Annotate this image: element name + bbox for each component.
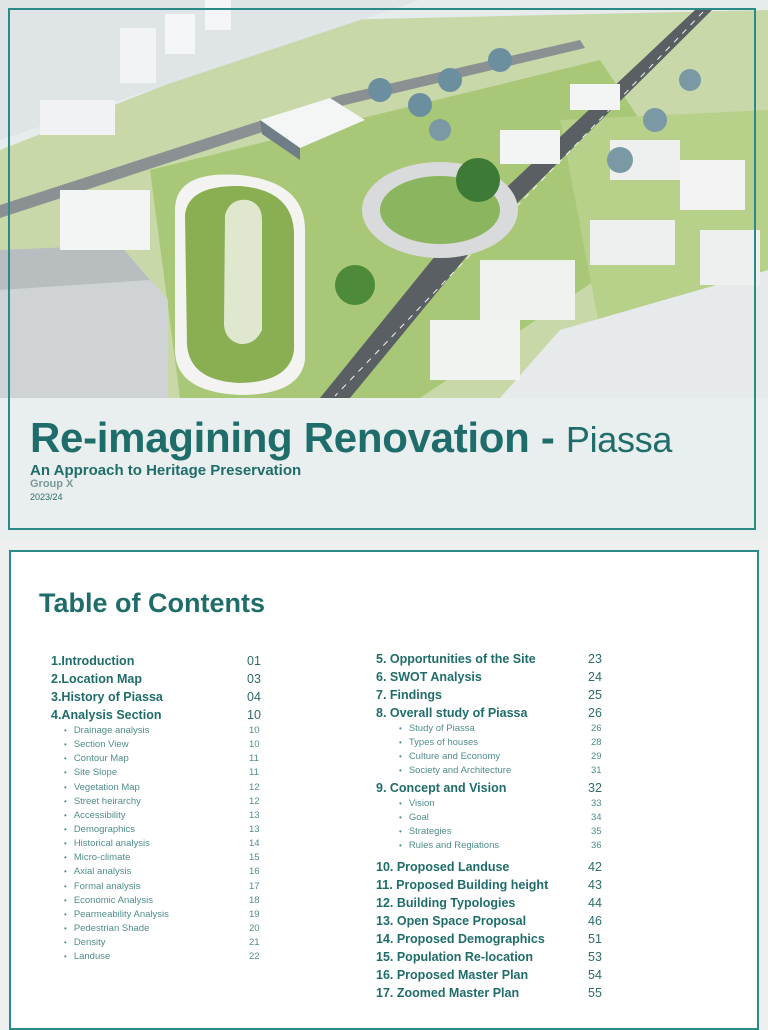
toc-entry-label: 4.Analysis Section — [51, 708, 162, 722]
toc-entry[interactable] — [376, 876, 606, 894]
toc-subentry[interactable] — [51, 823, 271, 837]
toc-subentry[interactable] — [51, 766, 271, 780]
toc-entry[interactable] — [376, 930, 606, 948]
cover-subtitle: An Approach to Heritage Preservation — [30, 462, 302, 479]
toc-entry[interactable] — [376, 650, 606, 668]
toc-subentry-label: • Culture and Economy — [399, 750, 500, 764]
toc-subentry[interactable] — [51, 894, 271, 908]
cover-year: 2023/24 — [30, 492, 63, 502]
toc-entry-label: 9. Concept and Vision — [376, 780, 507, 795]
toc-entry[interactable] — [376, 894, 606, 912]
toc-page-number: 29 — [591, 751, 602, 763]
toc-concept-sublist — [376, 797, 606, 854]
toc-left-main-list — [51, 652, 271, 724]
toc-page-number: 15 — [249, 852, 260, 864]
toc-study-sublist — [376, 722, 606, 779]
toc-subentry-label: • Types of houses — [399, 736, 478, 750]
toc-subentry-label: • Accessibility — [64, 809, 126, 823]
toc-entry-label: 17. Zoomed Master Plan — [376, 986, 520, 1001]
toc-entry-label: 7. Findings — [376, 688, 442, 702]
toc-page-number: 22 — [249, 951, 260, 963]
toc-page-number: 25 — [588, 688, 602, 702]
toc-subentry-label: • Axial analysis — [64, 865, 131, 879]
toc-page-number: 24 — [588, 670, 602, 684]
toc-entry[interactable] — [376, 779, 606, 797]
toc-subentry-label: • Goal — [399, 811, 429, 825]
toc-subentry-label: • Historical analysis — [64, 837, 150, 851]
toc-entry-label: 12. Building Typologies — [376, 896, 516, 911]
table-of-contents-page — [9, 550, 759, 1030]
toc-subentry[interactable] — [51, 880, 271, 894]
toc-page-number: 44 — [588, 896, 602, 911]
toc-subentry[interactable] — [51, 908, 271, 922]
toc-page-number: 53 — [588, 950, 602, 965]
toc-entry[interactable] — [51, 652, 271, 670]
toc-page-number: 03 — [247, 672, 261, 686]
toc-subentry[interactable] — [376, 811, 606, 825]
cover-title — [30, 414, 672, 462]
toc-entry-label: 8. Overall study of Piassa — [376, 706, 528, 720]
toc-subentry[interactable] — [51, 809, 271, 823]
toc-page-number: 23 — [588, 652, 602, 666]
toc-page-number: 17 — [249, 880, 260, 892]
toc-left-column — [51, 652, 271, 964]
toc-entry-label: 5. Opportunities of the Site — [376, 652, 536, 666]
toc-page-number: 54 — [588, 968, 602, 983]
toc-page-number: 28 — [591, 737, 602, 749]
toc-entry-label: 1.Introduction — [51, 654, 135, 668]
toc-subentry-label: • Vegetation Map — [64, 781, 140, 795]
toc-entry-label: 2.Location Map — [51, 672, 142, 686]
toc-entry-label: 15. Population Re-location — [376, 950, 533, 965]
toc-page-number: 12 — [249, 781, 260, 793]
toc-entry-label: 6. SWOT Analysis — [376, 670, 482, 684]
cover-title-place: Piassa — [565, 419, 673, 460]
toc-page-number: 33 — [591, 797, 602, 809]
toc-page-number: 12 — [249, 795, 260, 807]
toc-subentry-label: • Economic Analysis — [64, 894, 153, 908]
toc-right-column — [376, 650, 606, 1002]
toc-page-number: 21 — [249, 937, 260, 949]
toc-page-number: 11 — [249, 767, 259, 779]
toc-subentry[interactable] — [51, 837, 271, 851]
toc-heading: Table of Contents — [39, 588, 265, 618]
cover-group: Group X — [30, 478, 74, 490]
toc-subentry[interactable] — [51, 724, 271, 738]
toc-right-main-list-b — [376, 858, 606, 1002]
toc-subentry-label: • Density — [64, 936, 106, 950]
toc-subentry-label: • Contour Map — [64, 752, 129, 766]
toc-page-number: 26 — [591, 723, 602, 734]
toc-subentry[interactable] — [376, 797, 606, 811]
toc-page-number: 42 — [588, 860, 602, 875]
toc-page-number: 10 — [247, 708, 261, 722]
toc-entry-label: 3.History of Piassa — [51, 690, 163, 704]
toc-page-number: 46 — [588, 914, 602, 929]
toc-entry[interactable] — [376, 704, 606, 722]
toc-page-number: 35 — [591, 825, 602, 837]
toc-entry[interactable] — [51, 688, 271, 706]
toc-concept-item — [376, 779, 606, 797]
toc-subentry[interactable] — [51, 950, 271, 964]
toc-subentry[interactable] — [376, 764, 606, 778]
toc-page-number: 34 — [591, 811, 602, 823]
toc-subentry-label: • Pearmeability Analysis — [64, 908, 169, 922]
toc-subentry-label: • Demographics — [64, 823, 135, 837]
toc-entry-label: 16. Proposed Master Plan — [376, 968, 529, 983]
toc-page-number: 10 — [249, 725, 260, 736]
toc-subentry[interactable] — [51, 738, 271, 752]
toc-subentry[interactable] — [51, 752, 271, 766]
toc-page-number: 10 — [249, 739, 260, 751]
toc-page-number: 11 — [249, 753, 259, 765]
toc-subentry[interactable] — [51, 922, 271, 936]
toc-subentry[interactable] — [376, 839, 606, 853]
toc-right-main-list-a — [376, 650, 606, 722]
toc-page-number: 36 — [591, 839, 602, 851]
toc-subentry[interactable] — [376, 825, 606, 839]
toc-entry[interactable] — [376, 668, 606, 686]
toc-page-number: 04 — [247, 690, 261, 704]
toc-page-number: 31 — [591, 765, 602, 777]
toc-page-number: 51 — [588, 932, 602, 947]
toc-subentry[interactable] — [51, 936, 271, 950]
toc-page-number: 19 — [249, 908, 260, 920]
toc-subentry-label: • Vision — [399, 797, 435, 811]
toc-subentry[interactable] — [51, 795, 271, 809]
toc-entry-label: 10. Proposed Landuse — [376, 860, 510, 875]
toc-subentry-label: • Strategies — [399, 825, 452, 839]
toc-subentry[interactable] — [376, 736, 606, 750]
toc-page-number: 14 — [249, 838, 260, 850]
toc-subentry-label: • Society and Architecture — [399, 764, 511, 778]
toc-subentry-label: • Formal analysis — [64, 880, 140, 894]
toc-entry[interactable] — [376, 686, 606, 704]
toc-subentry-label: • Drainage analysis — [64, 724, 149, 738]
toc-entry[interactable] — [51, 670, 271, 688]
toc-subentry-label: • Study of Piassa — [399, 722, 475, 736]
toc-entry[interactable] — [51, 706, 271, 724]
toc-entry[interactable] — [376, 858, 606, 876]
toc-page-number: 01 — [247, 654, 261, 668]
toc-subentry[interactable] — [51, 851, 271, 865]
toc-subentry-label: • Street heirarchy — [64, 795, 141, 809]
toc-page-number: 13 — [249, 823, 260, 835]
toc-subentry-label: • Landuse — [64, 950, 110, 964]
toc-entry[interactable] — [376, 966, 606, 984]
toc-subentry[interactable] — [51, 865, 271, 879]
toc-subentry-label: • Section View — [64, 738, 129, 752]
toc-page-number: 55 — [588, 986, 602, 1001]
cover-title-main: Re-imagining Renovation - — [30, 414, 566, 461]
toc-subentry[interactable] — [51, 781, 271, 795]
toc-subentry-label: • Site Slope — [64, 766, 117, 780]
toc-entry-label: 11. Proposed Building height — [376, 878, 549, 893]
toc-subentry-label: • Micro-climate — [64, 851, 130, 865]
toc-page-number: 20 — [249, 922, 260, 934]
toc-analysis-sublist — [51, 724, 271, 964]
toc-entry-label: 13. Open Space Proposal — [376, 914, 527, 929]
toc-subentry-label: • Rules and Regiations — [399, 839, 499, 853]
toc-entry[interactable] — [376, 948, 606, 966]
toc-page-number: 13 — [249, 809, 260, 821]
toc-page-number: 16 — [249, 866, 260, 878]
toc-entry-label: 14. Proposed Demographics — [376, 932, 545, 947]
toc-subentry[interactable] — [376, 722, 606, 736]
toc-entry[interactable] — [376, 912, 606, 930]
toc-subentry-label: • Pedestrian Shade — [64, 922, 149, 936]
toc-page-number: 26 — [588, 706, 602, 720]
toc-page-number: 18 — [249, 894, 260, 906]
toc-page-number: 43 — [588, 878, 602, 893]
toc-page-number: 32 — [588, 780, 602, 795]
toc-subentry[interactable] — [376, 750, 606, 764]
toc-entry[interactable] — [376, 984, 606, 1002]
